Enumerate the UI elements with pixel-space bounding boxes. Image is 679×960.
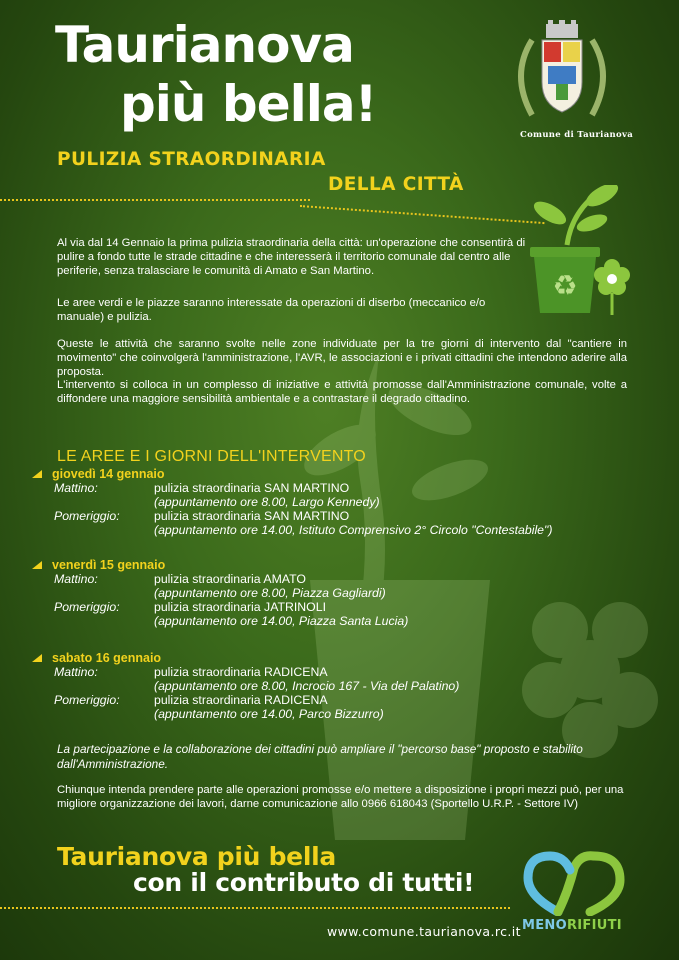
activity-name: pulizia straordinaria SAN MARTINO	[154, 481, 350, 495]
activity-appointment: (appuntamento ore 14.00, Piazza Santa Lucia)	[154, 614, 409, 628]
schedule-day	[32, 558, 408, 628]
slot-label: Mattino:	[54, 665, 98, 679]
slogan-line-1: Taurianova più bella	[57, 842, 336, 871]
activity-name: pulizia straordinaria JATRINOLI	[154, 600, 326, 614]
subtitle-line-2: DELLA CITTÀ	[328, 174, 464, 195]
menorifiuti-heart-logo	[520, 846, 630, 916]
day-heading	[32, 651, 459, 665]
day-date: venerdì 15 gennaio	[52, 558, 166, 572]
triangle-bullet-icon	[32, 561, 42, 569]
intro-paragraph-1: Al via dal 14 Gennaio la prima pulizia straordinaria della città: un'operazione che consentirà di pulire a fondo tutte le strade cittadine e che interesserà il territorio comunale dal centro alle periferie, senza tralasciare le comunità di Amato e San Martino.	[57, 237, 526, 277]
dotted-divider	[0, 907, 510, 909]
slot-label: Mattino:	[54, 481, 98, 495]
svg-text:♻: ♻	[552, 269, 578, 302]
menorifiuti-wordmark	[522, 918, 622, 933]
activity-name: pulizia straordinaria SAN MARTINO	[154, 509, 350, 523]
slot-label: Pomeriggio:	[54, 509, 120, 523]
title-line-1: Taurianova	[55, 16, 354, 74]
schedule-day	[32, 651, 459, 721]
slot-activity	[154, 572, 386, 600]
slot-label: Pomeriggio:	[54, 693, 120, 707]
slot-label: Mattino:	[54, 572, 98, 586]
contact-note: Chiunque intenda prendere parte alle operazioni promosse e/o mettere a disposizione i propri mezzi può, per una migliore organizzazione dei lavori, darne comunicazione allo 0966 618043 (Sportello U.R.P. - Settore IV)	[57, 784, 624, 810]
slot-activity	[154, 509, 552, 537]
activity-appointment: (appuntamento ore 8.00, Incrocio 167 - Via del Palatino)	[154, 679, 460, 693]
menorifiuti-meno: MENO	[522, 918, 567, 933]
schedule-slot	[54, 600, 408, 628]
schedule-day	[32, 467, 552, 537]
slot-activity	[154, 481, 380, 509]
schedule-slot	[54, 509, 552, 537]
day-heading	[32, 467, 552, 481]
dotted-divider	[0, 199, 310, 201]
activity-appointment: (appuntamento ore 14.00, Parco Bizzurro)	[154, 707, 384, 721]
slot-activity	[154, 693, 384, 721]
day-date: giovedì 14 gennaio	[52, 467, 165, 481]
activity-name: pulizia straordinaria AMATO	[154, 572, 306, 586]
schedule-slot	[54, 665, 459, 693]
intro-paragraph-3	[57, 338, 627, 407]
slot-label: Pomeriggio:	[54, 600, 120, 614]
intro-paragraph-2: Le aree verdi e le piazze saranno interessate da operazioni di diserbo (meccanico e/o manuale) e pulizia.	[57, 297, 486, 323]
coat-of-arms-icon	[512, 20, 612, 128]
menorifiuti-rifiuti: RIFIUTI	[566, 918, 622, 933]
activity-appointment: (appuntamento ore 8.00, Piazza Gagliardi)	[154, 586, 386, 600]
recycle-bin-plant-icon	[522, 185, 632, 320]
day-date: sabato 16 gennaio	[52, 651, 162, 665]
slot-activity	[154, 665, 459, 693]
schedule-slot	[54, 572, 408, 600]
website-link[interactable]: www.comune.taurianova.rc.it	[327, 924, 521, 939]
schedule-title: LE AREE E I GIORNI DELL'INTERVENTO	[57, 448, 366, 465]
triangle-bullet-icon	[32, 654, 42, 662]
comune-label: Comune di Taurianova	[520, 130, 633, 140]
triangle-bullet-icon	[32, 470, 42, 478]
activity-name: pulizia straordinaria RADICENA	[154, 665, 328, 679]
dotted-divider	[300, 205, 545, 224]
activity-appointment: (appuntamento ore 8.00, Largo Kennedy)	[154, 495, 380, 509]
intro-paragraph-4-text: L'intervento si colloca in un complesso di iniziative e attività promosse dall'Amministrazione comunale, volte a diffondere una maggiore sensibilità ambientale e a contrastare il degrado cittadino.	[57, 379, 627, 406]
intro-paragraph-3-text: Queste le attività che saranno svolte nelle zone individuate per la tre giorni di intervento dal "cantiere in movimento" che coinvolgerà l'amministrazione, l'AVR, le associazioni e i privati cittadini che intendono aderire alla proposta.	[57, 338, 627, 378]
day-heading	[32, 558, 408, 572]
schedule-slot	[54, 693, 459, 721]
activity-appointment: (appuntamento ore 14.00, Istituto Comprensivo 2° Circolo "Contestabile")	[154, 523, 553, 537]
activity-name: pulizia straordinaria RADICENA	[154, 693, 328, 707]
subtitle-line-1: PULIZIA STRAORDINARIA	[57, 149, 326, 170]
slot-activity	[154, 600, 408, 628]
participation-note: La partecipazione e la collaborazione dei cittadini può ampliare il "percorso base" proposto e stabilito dall'Amministrazione.	[57, 742, 583, 771]
slogan-line-2: con il contributo di tutti!	[133, 868, 475, 897]
schedule-slot	[54, 481, 552, 509]
title-line-2: più bella!	[120, 75, 377, 133]
